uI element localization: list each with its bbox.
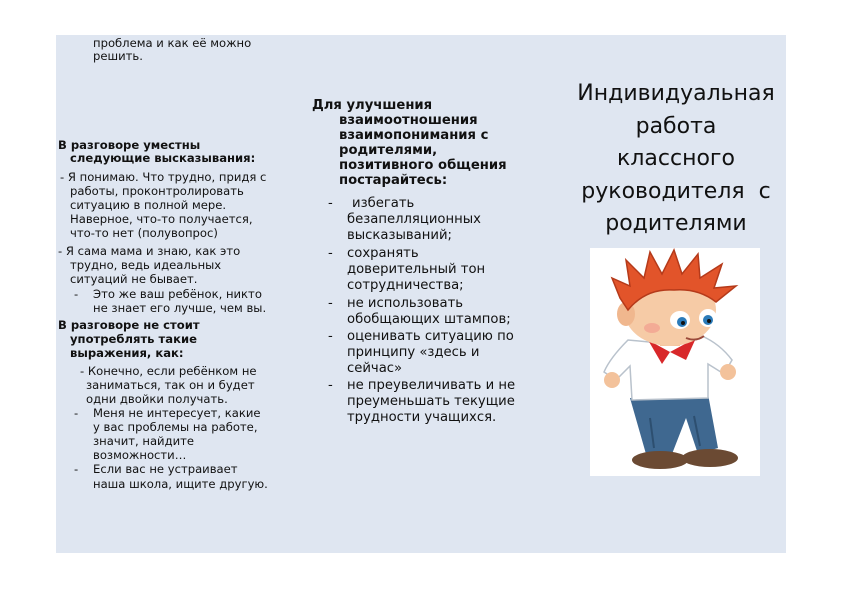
text-line: не использовать [347,296,464,311]
title-line: Индивидуальная [577,81,775,106]
bullet-dash: - [74,406,79,420]
text-line: доверительный тон [347,262,486,277]
text-line: Это же ваш ребёнок, никто [93,287,262,301]
text-line: трудности учащихся. [347,410,497,425]
text-line: не знает его лучше, чем вы. [93,301,267,315]
text-line: сохранять [347,246,419,261]
title-line: работа [635,113,717,139]
text-line: возможности… [93,448,187,462]
bullet-dash: - [328,296,333,311]
text-line: Наверное, что-то получается, [70,212,253,226]
bullet-dash: - [328,378,333,393]
text-line: - Я сама мама и знаю, как это [58,244,241,258]
text-line: - Я понимаю. Что трудно, придя с [60,170,267,184]
title-line: родителями [605,211,747,236]
title-line: руководителя с [581,178,771,204]
section-heading: взаимопонимания с [339,128,489,143]
section-heading: Для улучшения [312,98,433,113]
bullet-dash: - [74,462,79,476]
text-line: работы, проконтролировать [70,184,244,198]
text-line: наша школа, ищите другую. [93,477,268,491]
section-heading: следующие высказывания: [70,151,256,165]
section-heading: В разговоре уместны [58,138,201,152]
text-line: ситуаций не бывает. [70,272,198,286]
section-heading: родителями, [339,143,438,158]
text-line: обобщающих штампов; [347,312,511,327]
section-heading: постарайтесь: [339,173,448,188]
text-line: проблема и как её можно [93,36,252,50]
text-line: избегать [352,196,415,211]
text-line: принципу «здесь и [347,345,480,360]
bullet-dash: - [328,329,333,344]
text-line: преуменьшать текущие [347,394,515,409]
text-line: решить. [93,49,143,63]
section-heading: употреблять такие [70,332,197,346]
bullet-dash: - [328,196,333,211]
text-line: у вас проблемы на работе, [93,420,258,434]
brochure-title [566,78,786,241]
text-line: - Конечно, если ребёнком не [80,364,257,378]
text-line: высказываний; [347,228,452,243]
text-line: ситуацию в полной мере. [70,198,227,212]
section-heading: взаимоотношения [339,113,478,128]
title-line: классного [617,146,735,171]
text-line: сотрудничества; [347,278,464,293]
text-line: одни двойки получать. [86,392,228,406]
text-line: безапелляционных [347,212,481,227]
section-heading: выражения, как: [70,346,184,360]
text-line: оценивать ситуацию по [347,329,514,344]
text-line: заниматься, так он и будет [86,378,255,392]
cartoon-boy-icon [590,248,760,476]
text-line: не преувеличивать и не [347,378,516,393]
section-heading: В разговоре не стоит [58,318,200,332]
text-line: Меня не интересует, какие [93,406,261,420]
text-line: что-то нет (полувопрос) [70,226,218,240]
section-heading: позитивного общения [339,158,507,173]
text-line: трудно, ведь идеальных [70,258,222,272]
text-line: сейчас» [347,361,403,376]
text-line: значит, найдите [93,434,195,448]
bullet-dash: - [74,287,79,301]
cartoon-boy-illustration [590,248,760,476]
bullet-dash: - [328,246,333,261]
text-line: Если вас не устраивает [93,462,238,476]
